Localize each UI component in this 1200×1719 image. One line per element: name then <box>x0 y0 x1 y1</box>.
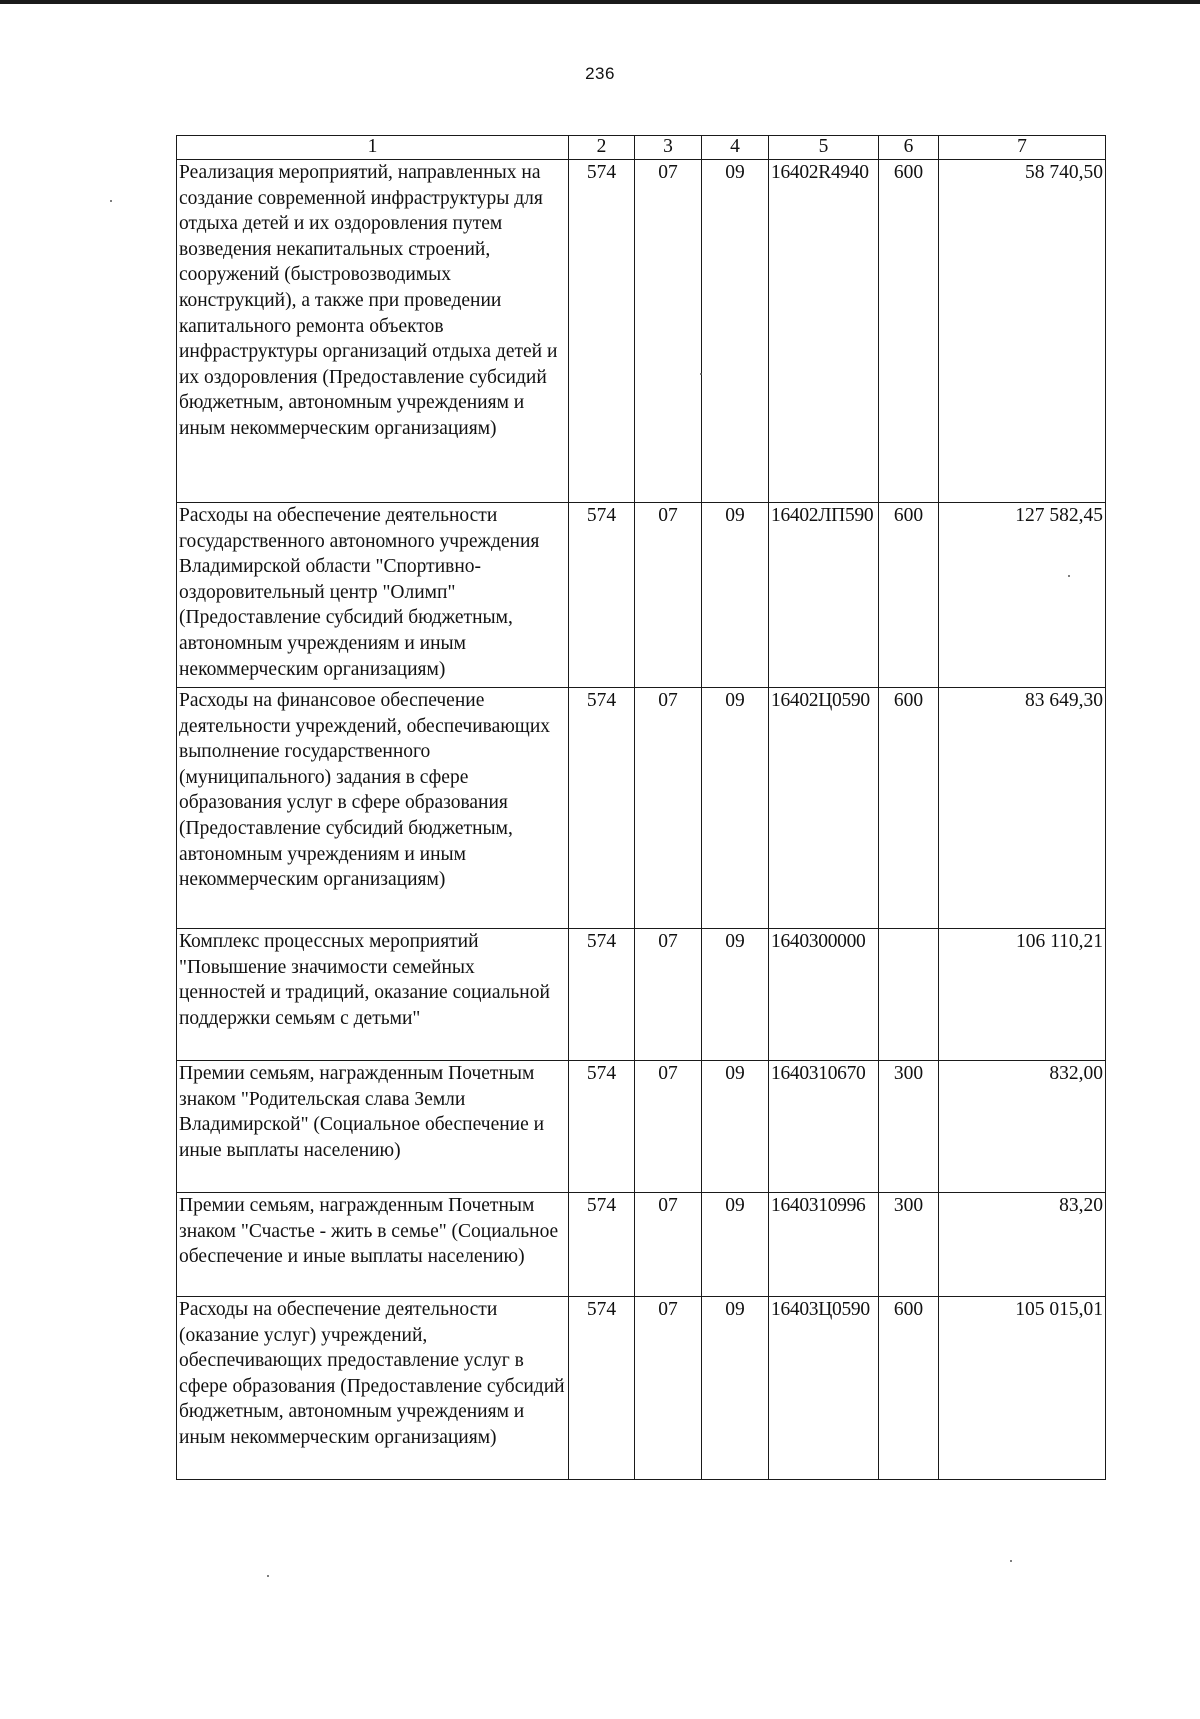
scan-speck <box>267 1575 269 1577</box>
row-description: Реализация мероприятий, направленных на создание современной инфраструктуры для отдыха детей и их оздоровления путем возведения некапитальных строений, сооружений (быстровозводимых конструкций), а также при проведении капитального ремонта объектов инфраструктуры организаций отдыха детей и их оздоровления (Предоставление субсидий бюджетным, автономным учреждениям и иным некоммерческим организациям) <box>177 160 569 503</box>
column-header: 1 <box>177 136 569 160</box>
table-row <box>177 503 1106 688</box>
scan-speck <box>1010 1560 1012 1562</box>
row-subsection-code: 09 <box>702 1193 769 1297</box>
row-section-code: 07 <box>635 1061 702 1193</box>
row-expense-type: 300 <box>879 1193 939 1297</box>
row-amount: 105 015,01 <box>939 1297 1106 1480</box>
row-target-code: 16402R4940 <box>769 160 879 503</box>
row-section-code: 07 <box>635 160 702 503</box>
row-expense-type <box>879 929 939 1061</box>
row-amount: 106 110,21 <box>939 929 1106 1061</box>
row-ministry-code: 574 <box>569 160 635 503</box>
row-description: Расходы на обеспечение деятельности (оказание услуг) учреждений, обеспечивающих предоставление услуг в сфере образования (Предоставление субсидий бюджетным, автономным учреждениям и иным некоммерческим организациям) <box>177 1297 569 1480</box>
row-section-code: 07 <box>635 503 702 688</box>
row-amount: 83 649,30 <box>939 688 1106 929</box>
table-row <box>177 1061 1106 1193</box>
row-target-code: 1640300000 <box>769 929 879 1061</box>
row-expense-type: 300 <box>879 1061 939 1193</box>
row-ministry-code: 574 <box>569 503 635 688</box>
row-target-code: 16403Ц0590 <box>769 1297 879 1480</box>
row-section-code: 07 <box>635 1193 702 1297</box>
row-subsection-code: 09 <box>702 1061 769 1193</box>
table-row <box>177 160 1106 503</box>
scan-speck <box>1068 575 1070 577</box>
table-header-row <box>177 136 1106 160</box>
row-expense-type: 600 <box>879 688 939 929</box>
scan-speck <box>700 373 702 375</box>
page-number: 236 <box>585 64 615 83</box>
row-description: Премии семьям, награжденным Почетным знаком "Родительская слава Земли Владимирской" (Социальное обеспечение и иные выплаты населению) <box>177 1061 569 1193</box>
row-ministry-code: 574 <box>569 688 635 929</box>
row-ministry-code: 574 <box>569 929 635 1061</box>
row-subsection-code: 09 <box>702 1297 769 1480</box>
row-amount: 83,20 <box>939 1193 1106 1297</box>
row-expense-type: 600 <box>879 160 939 503</box>
row-subsection-code: 09 <box>702 160 769 503</box>
table-row <box>177 1193 1106 1297</box>
row-target-code: 16402ЛП590 <box>769 503 879 688</box>
row-target-code: 16402Ц0590 <box>769 688 879 929</box>
row-section-code: 07 <box>635 688 702 929</box>
row-ministry-code: 574 <box>569 1297 635 1480</box>
table-row <box>177 688 1106 929</box>
column-header: 4 <box>702 136 769 160</box>
row-expense-type: 600 <box>879 1297 939 1480</box>
row-amount: 127 582,45 <box>939 503 1106 688</box>
column-header: 7 <box>939 136 1106 160</box>
scan-speck <box>110 200 112 202</box>
row-description: Расходы на финансовое обеспечение деятельности учреждений, обеспечивающих выполнение государственного (муниципального) задания в сфере образования услуг в сфере образования (Предоставление субсидий бюджетным, автономным учреждениям и иным некоммерческим организациям) <box>177 688 569 929</box>
table-row <box>177 1297 1106 1480</box>
row-section-code: 07 <box>635 1297 702 1480</box>
scan-top-edge <box>0 0 1200 4</box>
column-header: 5 <box>769 136 879 160</box>
row-description: Расходы на обеспечение деятельности государственного автономного учреждения Владимирской области "Спортивно-оздоровительный центр "Олимп" (Предоставление субсидий бюджетным, автономным учреждениям и иным некоммерческим организациям) <box>177 503 569 688</box>
budget-table <box>176 135 1106 1480</box>
row-description: Комплекс процессных мероприятий "Повышение значимости семейных ценностей и традиций, оказание социальной поддержки семьям с детьми" <box>177 929 569 1061</box>
row-subsection-code: 09 <box>702 688 769 929</box>
row-ministry-code: 574 <box>569 1193 635 1297</box>
row-amount: 58 740,50 <box>939 160 1106 503</box>
column-header: 6 <box>879 136 939 160</box>
row-ministry-code: 574 <box>569 1061 635 1193</box>
row-expense-type: 600 <box>879 503 939 688</box>
row-target-code: 1640310996 <box>769 1193 879 1297</box>
row-subsection-code: 09 <box>702 503 769 688</box>
column-header: 3 <box>635 136 702 160</box>
row-target-code: 1640310670 <box>769 1061 879 1193</box>
table-row <box>177 929 1106 1061</box>
row-amount: 832,00 <box>939 1061 1106 1193</box>
row-subsection-code: 09 <box>702 929 769 1061</box>
row-description: Премии семьям, награжденным Почетным знаком "Счастье - жить в семье" (Социальное обеспечение и иные выплаты населению) <box>177 1193 569 1297</box>
row-section-code: 07 <box>635 929 702 1061</box>
column-header: 2 <box>569 136 635 160</box>
